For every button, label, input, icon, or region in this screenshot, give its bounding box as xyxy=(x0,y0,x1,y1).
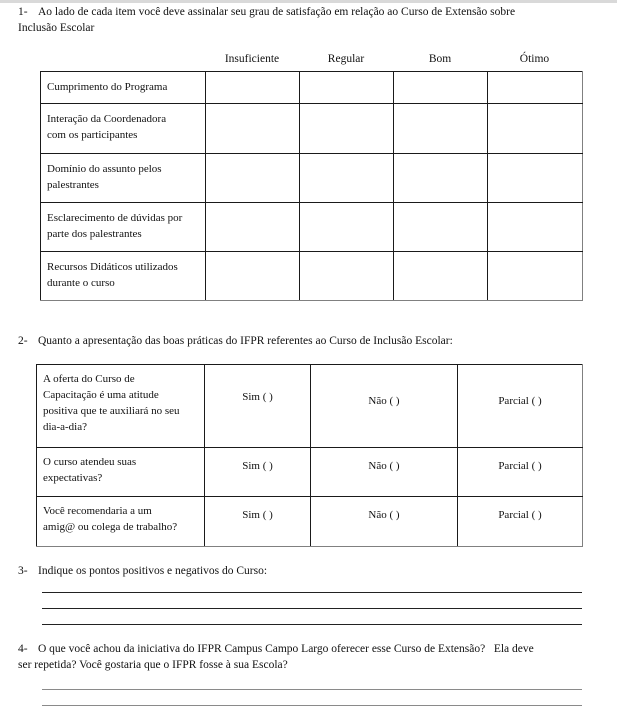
question-1-number: 1- xyxy=(18,6,28,18)
row-label-line: Esclarecimento de dúvidas por xyxy=(47,212,183,224)
question-4-number: 4- xyxy=(18,643,28,655)
table-row xyxy=(37,365,583,448)
row-label xyxy=(37,497,205,547)
row-label-line: durante o curso xyxy=(47,277,115,289)
row-label-line: positiva que te auxiliará no seu xyxy=(43,405,180,417)
rating-cell-regular[interactable] xyxy=(300,203,394,252)
question-1-text-line1: Ao lado de cada item você deve assinalar seu grau de satisfação em relação ao Curso de Extensão sobre xyxy=(38,6,516,18)
option-parcial[interactable]: Parcial ( ) xyxy=(458,365,583,448)
satisfaction-table xyxy=(40,71,583,301)
question-4-text-line1: O que você achou da iniciativa do IFPR Campus Campo Largo oferecer esse Curso de Extensão? Ela deve xyxy=(38,643,534,655)
rating-cell-regular[interactable] xyxy=(300,104,394,154)
rating-cell-otimo[interactable] xyxy=(488,203,583,252)
row-label xyxy=(41,252,206,301)
answer-line[interactable] xyxy=(42,592,582,593)
question-1 xyxy=(18,4,603,36)
answer-line[interactable] xyxy=(42,624,582,625)
rating-cell-bom[interactable] xyxy=(394,72,488,104)
option-sim[interactable]: Sim ( ) xyxy=(205,365,311,448)
row-label-line: parte dos palestrantes xyxy=(47,228,142,240)
row-label xyxy=(41,72,206,104)
question-3-number: 3- xyxy=(18,565,28,577)
rating-cell-insuficiente[interactable] xyxy=(206,252,300,301)
row-label-line: amig@ ou colega de trabalho? xyxy=(43,521,178,533)
table-row xyxy=(37,497,583,547)
option-parcial[interactable]: Parcial ( ) xyxy=(458,448,583,497)
row-label xyxy=(41,104,206,154)
table-row xyxy=(41,72,583,104)
row-label-line: Interação da Coordenadora xyxy=(47,113,167,125)
column-header-otimo: Ótimo xyxy=(519,53,550,65)
rating-cell-regular[interactable] xyxy=(300,252,394,301)
row-label-line: com os participantes xyxy=(47,129,138,141)
answer-line[interactable] xyxy=(42,689,582,690)
table-row xyxy=(41,104,583,154)
table-row xyxy=(37,448,583,497)
answer-line[interactable] xyxy=(42,705,582,706)
row-label-line: dia-a-dia? xyxy=(43,421,87,433)
question-2-number: 2- xyxy=(18,335,28,347)
column-header-insuficiente: Insuficiente xyxy=(224,53,280,65)
row-label xyxy=(37,365,205,448)
rating-cell-bom[interactable] xyxy=(394,104,488,154)
row-label xyxy=(41,203,206,252)
answer-line[interactable] xyxy=(42,608,582,609)
rating-cell-insuficiente[interactable] xyxy=(206,104,300,154)
table-row xyxy=(41,154,583,203)
rating-cell-insuficiente[interactable] xyxy=(206,203,300,252)
option-nao[interactable]: Não ( ) xyxy=(311,497,458,547)
rating-cell-insuficiente[interactable] xyxy=(206,72,300,104)
row-label-line: O curso atendeu suas xyxy=(43,456,137,468)
row-label-line: A oferta do Curso de xyxy=(43,373,135,385)
option-sim[interactable]: Sim ( ) xyxy=(205,448,311,497)
rating-cell-bom[interactable] xyxy=(394,203,488,252)
page-top-edge xyxy=(0,0,617,3)
table-row xyxy=(41,252,583,301)
question-3 xyxy=(18,563,603,579)
question-1-text-line2: Inclusão Escolar xyxy=(18,22,95,34)
row-label-line: Você recomendaria a um xyxy=(43,505,152,517)
question-3-text: Indique os pontos positivos e negativos do Curso: xyxy=(38,565,268,577)
rating-cell-otimo[interactable] xyxy=(488,104,583,154)
rating-cell-bom[interactable] xyxy=(394,252,488,301)
practices-table xyxy=(36,364,583,547)
question-4 xyxy=(18,641,603,673)
rating-cell-insuficiente[interactable] xyxy=(206,154,300,203)
question-2 xyxy=(18,333,603,349)
row-label xyxy=(41,154,206,203)
rating-cell-otimo[interactable] xyxy=(488,252,583,301)
option-nao[interactable]: Não ( ) xyxy=(311,365,458,448)
option-sim[interactable]: Sim ( ) xyxy=(205,497,311,547)
rating-cell-bom[interactable] xyxy=(394,154,488,203)
question-4-text-line2: ser repetida? Você gostaria que o IFPR fosse à sua Escola? xyxy=(18,659,288,671)
column-header-regular: Regular xyxy=(327,53,365,65)
column-header-bom: Bom xyxy=(428,53,452,65)
row-label-line: Cumprimento do Programa xyxy=(47,81,168,93)
rating-cell-regular[interactable] xyxy=(300,72,394,104)
rating-cell-otimo[interactable] xyxy=(488,72,583,104)
row-label-line: Domínio do assunto pelos xyxy=(47,163,162,175)
row-label-line: Recursos Didáticos utilizados xyxy=(47,261,178,273)
rating-cell-otimo[interactable] xyxy=(488,154,583,203)
row-label-line: expectativas? xyxy=(43,472,103,484)
option-nao[interactable]: Não ( ) xyxy=(311,448,458,497)
rating-cell-regular[interactable] xyxy=(300,154,394,203)
row-label-line: Capacitação é uma atitude xyxy=(43,389,159,401)
table-row xyxy=(41,203,583,252)
row-label-line: palestrantes xyxy=(47,179,99,191)
question-2-text: Quanto a apresentação das boas práticas do IFPR referentes ao Curso de Inclusão Escolar: xyxy=(38,335,453,347)
option-parcial[interactable]: Parcial ( ) xyxy=(458,497,583,547)
row-label xyxy=(37,448,205,497)
